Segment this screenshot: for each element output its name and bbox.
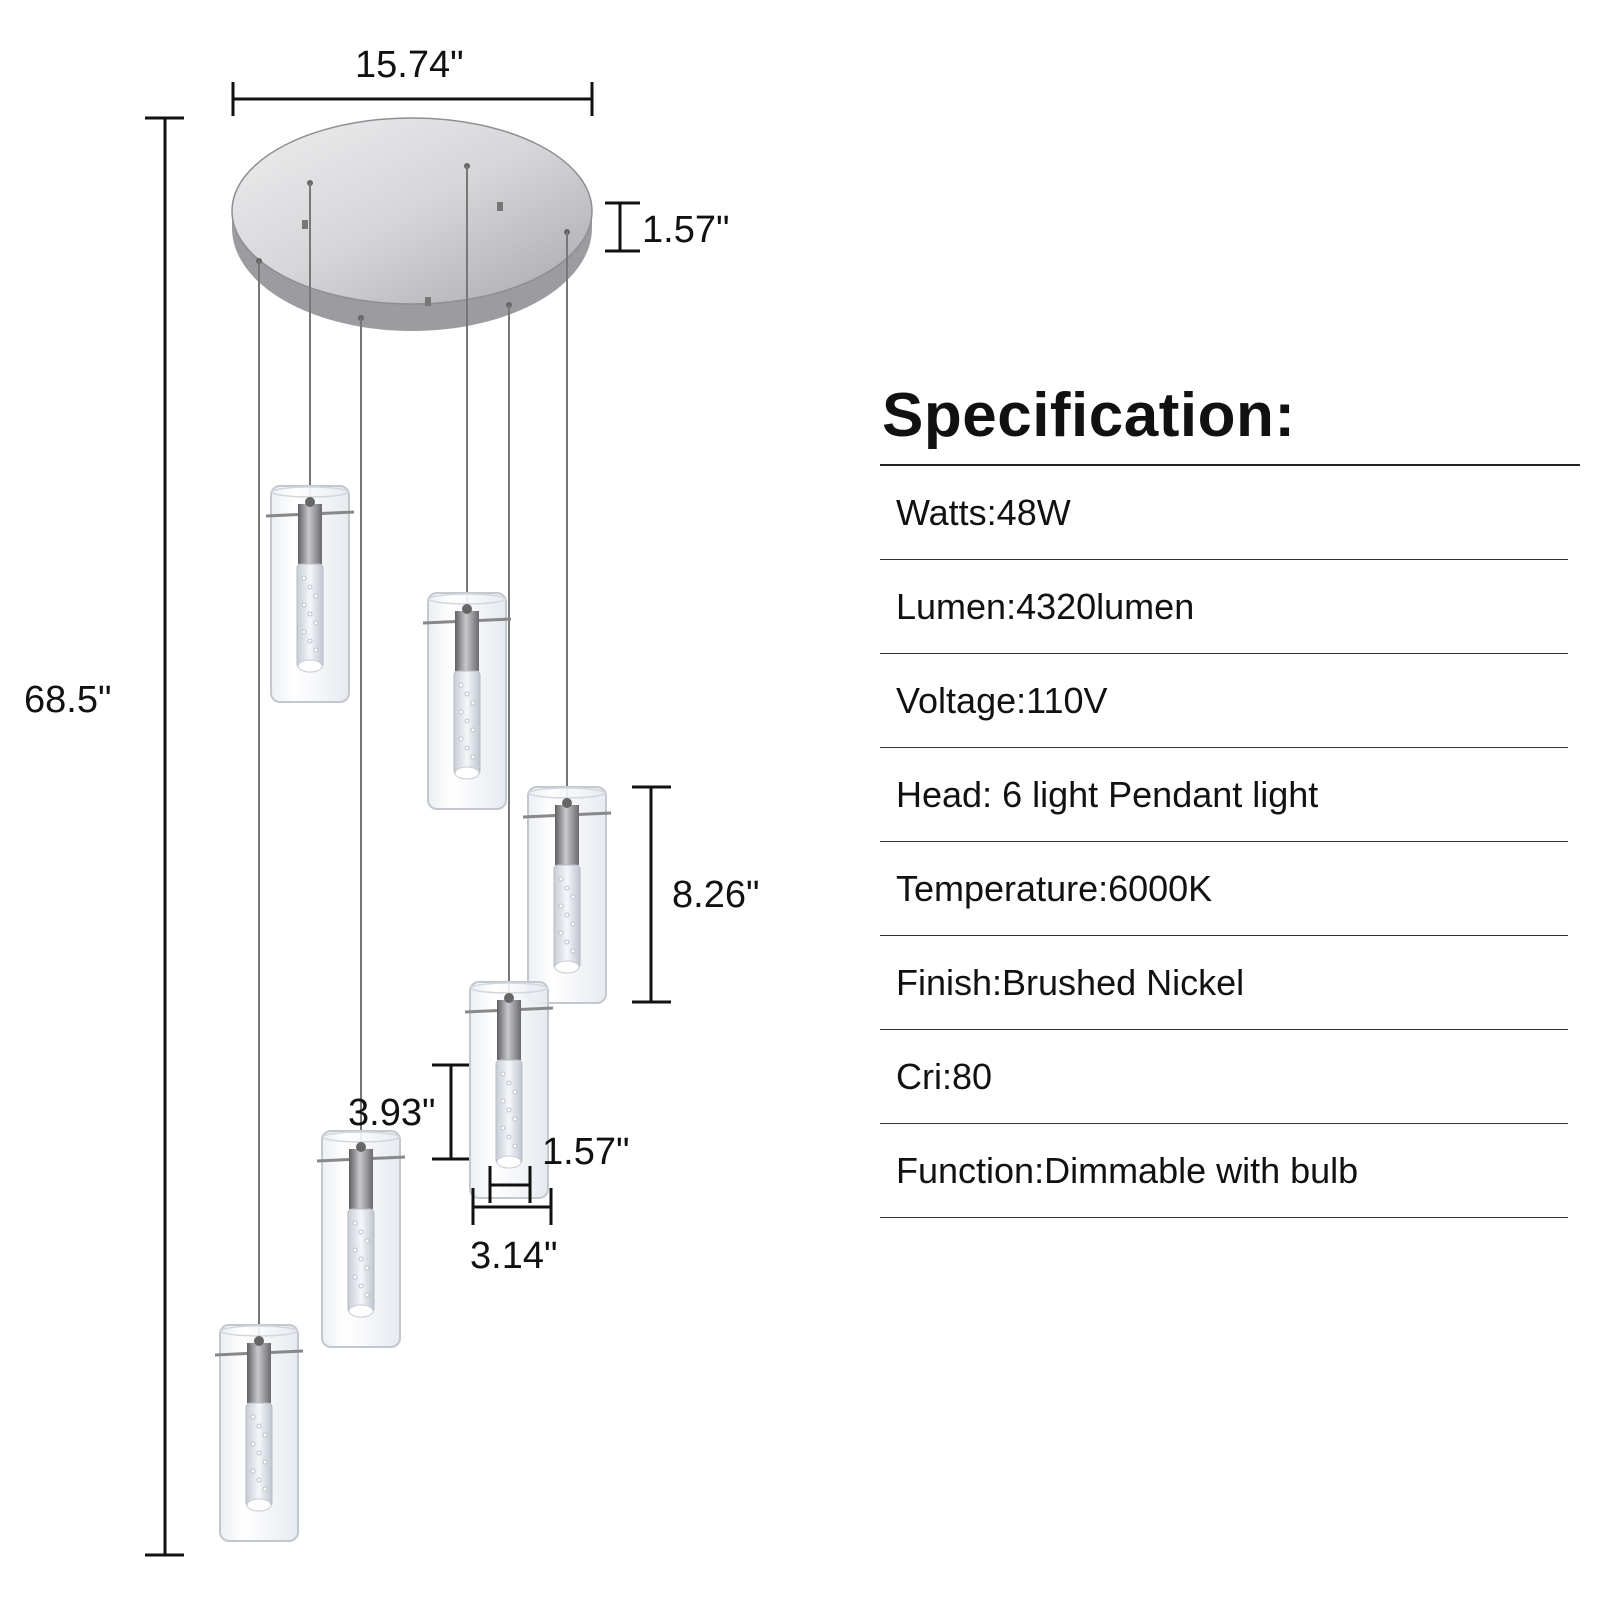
bubble-dot: [308, 612, 312, 616]
metal-holder: [349, 1149, 373, 1209]
bubble-dot: [257, 1478, 261, 1482]
canopy: [232, 118, 592, 331]
bubble-dot: [571, 949, 575, 953]
specification-panel: [882, 380, 1582, 1218]
bubble-dot: [571, 895, 575, 899]
pendant-shade: [423, 593, 511, 809]
cable-clamp: [504, 993, 514, 1003]
bubble-dot: [263, 1433, 267, 1437]
spec-item: [880, 1030, 1568, 1124]
bubble-dot: [353, 1275, 357, 1279]
cable-clamp: [254, 1336, 264, 1346]
spec-item: [880, 560, 1568, 654]
bubble-dot: [359, 1257, 363, 1261]
bubble-dot: [257, 1424, 261, 1428]
spec-item: [880, 466, 1568, 560]
spec-item: [880, 748, 1568, 842]
metal-holder: [455, 611, 479, 671]
light-glow: [455, 767, 479, 779]
pendant-group: [215, 486, 611, 1541]
light-glow: [497, 1156, 521, 1168]
bubble-dot: [459, 710, 463, 714]
bubble-dot: [513, 1117, 517, 1121]
bubble-dot: [251, 1442, 255, 1446]
bubble-dot: [302, 603, 306, 607]
bubble-dot: [365, 1239, 369, 1243]
spec-item-text: Watts:48W: [896, 491, 1071, 533]
light-glow: [247, 1499, 271, 1511]
bubble-dot: [308, 639, 312, 643]
cable-clamp: [462, 604, 472, 614]
inner-tube-height-label: 3.93": [348, 1092, 436, 1134]
bubble-dot: [257, 1451, 261, 1455]
spec-item-text: Lumen:4320lumen: [896, 585, 1195, 627]
cable-clamp: [305, 497, 315, 507]
bubble-dot: [302, 630, 306, 634]
cable-clamp: [562, 798, 572, 808]
bubble-dot: [559, 931, 563, 935]
spec-item-text: Voltage:110V: [896, 679, 1108, 721]
light-glow: [349, 1305, 373, 1317]
bubble-dot: [513, 1090, 517, 1094]
bubble-dot: [465, 746, 469, 750]
pendant-shade: [317, 1131, 405, 1347]
bubble-dot: [353, 1248, 357, 1252]
bubble-dot: [559, 904, 563, 908]
metal-holder: [497, 1000, 521, 1060]
pendant-shade: [266, 486, 354, 702]
bubble-dot: [559, 877, 563, 881]
bubble-dot: [314, 594, 318, 598]
light-glow: [298, 660, 322, 672]
bubble-dot: [565, 940, 569, 944]
bubble-dot: [459, 737, 463, 741]
bubble-dot: [501, 1072, 505, 1076]
inner-tube-width-label: 1.57": [542, 1131, 630, 1173]
bubble-dot: [263, 1460, 267, 1464]
bubble-dot: [308, 585, 312, 589]
spec-item-text: Function:Dimmable with bulb: [896, 1149, 1359, 1191]
bubble-dot: [471, 728, 475, 732]
bubble-dot: [302, 576, 306, 580]
bubble-dot: [471, 755, 475, 759]
bubble-dot: [501, 1126, 505, 1130]
spec-item-text: Cri:80: [896, 1055, 993, 1097]
spec-item-text: Head: 6 light Pendant light: [896, 773, 1319, 815]
bubble-dot: [501, 1099, 505, 1103]
bubble-dot: [251, 1415, 255, 1419]
specification-list: [880, 466, 1568, 1218]
bubble-dot: [359, 1284, 363, 1288]
bubble-dot: [251, 1469, 255, 1473]
bubble-dot: [459, 683, 463, 687]
shade-width-label: 3.14": [470, 1235, 558, 1277]
metal-holder: [247, 1343, 271, 1403]
bubble-dot: [513, 1144, 517, 1148]
bubble-dot: [365, 1266, 369, 1270]
bubble-dot: [314, 621, 318, 625]
spec-item: [880, 842, 1568, 936]
pendant-shade: [523, 787, 611, 1003]
overall-height-label: 68.5": [24, 679, 112, 721]
shade-height-label: 8.26": [672, 874, 760, 916]
canopy-height-label: 1.57": [642, 209, 730, 251]
bubble-dot: [465, 692, 469, 696]
bubble-dot: [365, 1293, 369, 1297]
spec-item: [880, 654, 1568, 748]
spec-item-text: Temperature:6000K: [896, 867, 1213, 909]
metal-holder: [298, 504, 322, 564]
pendant-shade: [215, 1325, 303, 1541]
light-glow: [555, 961, 579, 973]
metal-holder: [555, 805, 579, 865]
pendant-shade: [465, 982, 553, 1198]
bubble-dot: [353, 1221, 357, 1225]
bubble-dot: [465, 719, 469, 723]
bubble-dot: [359, 1230, 363, 1234]
spec-item: [880, 936, 1568, 1030]
spec-item-text: Finish:Brushed Nickel: [896, 961, 1245, 1003]
bubble-dot: [263, 1487, 267, 1491]
bubble-dot: [565, 913, 569, 917]
bubble-dot: [314, 648, 318, 652]
bubble-dot: [507, 1081, 511, 1085]
bubble-dot: [565, 886, 569, 890]
bubble-dot: [507, 1135, 511, 1139]
bubble-dot: [507, 1108, 511, 1112]
cable-clamp: [356, 1142, 366, 1152]
canopy-width-label: 15.74": [355, 44, 464, 86]
specification-title: Specification:: [882, 381, 1296, 450]
spec-item: [880, 1124, 1568, 1218]
bubble-dot: [571, 922, 575, 926]
bubble-dot: [471, 701, 475, 705]
